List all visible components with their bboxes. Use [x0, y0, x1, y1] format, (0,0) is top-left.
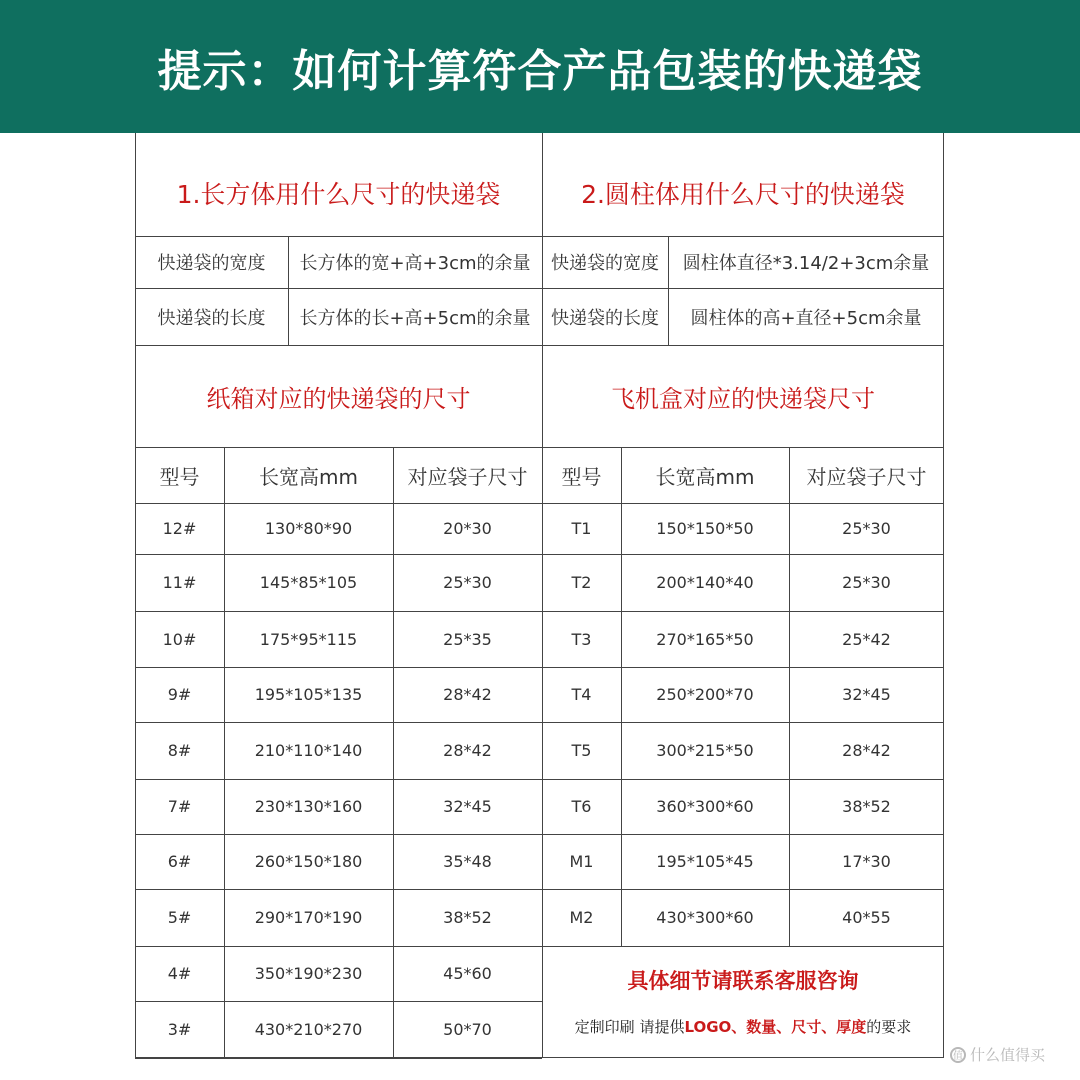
column-header: 对应袋子尺寸	[806, 464, 927, 489]
table-cell: T1	[571, 519, 592, 538]
table-cell: 230*130*160	[254, 797, 363, 816]
table-cell: 290*170*190	[254, 908, 363, 927]
watermark	[950, 1044, 1045, 1065]
banner	[0, 0, 1080, 133]
column-header: 长宽高mm	[259, 464, 358, 489]
table-cell: 45*60	[443, 964, 492, 983]
table-cell: 11#	[162, 573, 197, 592]
table-cell: 38*52	[842, 797, 891, 816]
table-cell: 300*215*50	[656, 741, 754, 760]
table-cell: 20*30	[443, 519, 492, 538]
table-cell: 3#	[167, 1020, 192, 1039]
table-cell: T4	[571, 685, 592, 704]
table-cell: 430*300*60	[656, 908, 754, 927]
table-cell: 25*30	[842, 573, 891, 592]
table-cell: 250*200*70	[656, 685, 754, 704]
formula-value: 长方体的宽+高+3cm的余量	[299, 253, 531, 274]
page-title: 提示：如何计算符合产品包装的快递袋	[157, 45, 923, 97]
table-cell: 195*105*135	[254, 685, 363, 704]
table-cell: 350*190*230	[254, 964, 363, 983]
table-cell: 200*140*40	[656, 573, 754, 592]
table-cell: 32*45	[842, 685, 891, 704]
section1-title: 1.长方体用什么尺寸的快递袋	[176, 180, 501, 209]
watermark-text: 什么值得买	[970, 1046, 1046, 1064]
table-cell: 28*42	[443, 685, 492, 704]
table-cell: 10#	[162, 629, 197, 649]
table-cell: 175*95*115	[259, 629, 358, 649]
column-header: 长宽高mm	[655, 464, 755, 489]
table-cell: 28*42	[443, 741, 492, 760]
formula-label: 快递袋的宽度	[157, 253, 266, 274]
table-cell: 195*105*45	[656, 852, 754, 871]
table-cell: T2	[571, 573, 592, 592]
table-cell: 25*35	[443, 629, 492, 649]
table-cell: 32*45	[443, 797, 492, 816]
table-cell: M2	[569, 908, 594, 927]
grid-line-horizontal	[135, 1058, 542, 1059]
table-cell: T5	[571, 741, 592, 760]
table-cell: 210*110*140	[254, 741, 363, 760]
grid-line-horizontal	[542, 946, 944, 947]
table-cell: 25*30	[443, 573, 492, 592]
column-header: 型号	[159, 464, 200, 489]
column-header: 对应袋子尺寸	[407, 464, 528, 489]
table-cell: 50*70	[443, 1020, 492, 1039]
note-suffix: 的要求	[866, 1017, 912, 1036]
table-cell: 28*42	[842, 741, 891, 760]
table-cell: 360*300*60	[656, 797, 754, 816]
table-cell: T6	[571, 797, 592, 816]
formula-label: 快递袋的宽度	[551, 253, 659, 274]
formula-value: 圆柱体直径*3.14/2+3cm余量	[682, 253, 930, 274]
formula-value: 圆柱体的高+直径+5cm余量	[690, 307, 922, 329]
contact-title: 具体细节请联系客服咨询	[627, 969, 859, 993]
table-cell: M1	[569, 852, 594, 871]
table-cell: 430*210*270	[254, 1020, 363, 1039]
table-cell: 5#	[167, 908, 192, 927]
table-cell: 9#	[167, 685, 192, 704]
table-cell: 270*165*50	[656, 629, 754, 649]
formula-label: 快递袋的长度	[551, 307, 659, 329]
watermark-icon: 值	[950, 1047, 966, 1063]
section2-title: 2.圆柱体用什么尺寸的快递袋	[581, 180, 905, 209]
formula-value: 长方体的长+高+5cm的余量	[299, 307, 531, 329]
table-cell: 17*30	[842, 852, 891, 871]
carton-table-title: 纸箱对应的快递袋的尺寸	[206, 384, 471, 413]
table-cell: 150*150*50	[656, 519, 754, 538]
table-cell: 35*48	[443, 852, 492, 871]
table-cell: 40*55	[842, 908, 891, 927]
custom-print-note	[542, 1000, 944, 1052]
table-cell: 6#	[167, 852, 192, 871]
table-cell: 38*52	[443, 908, 492, 927]
airplane-box-table-title: 飞机盒对应的快递袋尺寸	[611, 384, 875, 413]
table-cell: 25*42	[842, 629, 891, 649]
table-cell: 8#	[167, 741, 192, 760]
table-cell: 4#	[167, 964, 192, 983]
note-prefix: 定制印刷 请提供	[574, 1017, 685, 1036]
note-highlight: LOGO、数量、尺寸、厚度	[684, 1017, 867, 1036]
table-cell: 145*85*105	[259, 573, 358, 592]
formula-label: 快递袋的长度	[157, 307, 266, 329]
table-cell: 25*30	[842, 519, 891, 538]
table-cell: 7#	[167, 797, 192, 816]
table-cell: 12#	[162, 519, 197, 538]
table-cell: T3	[571, 629, 592, 649]
table-cell: 260*150*180	[254, 852, 363, 871]
table-cell: 130*80*90	[264, 519, 353, 538]
column-header: 型号	[561, 464, 602, 489]
